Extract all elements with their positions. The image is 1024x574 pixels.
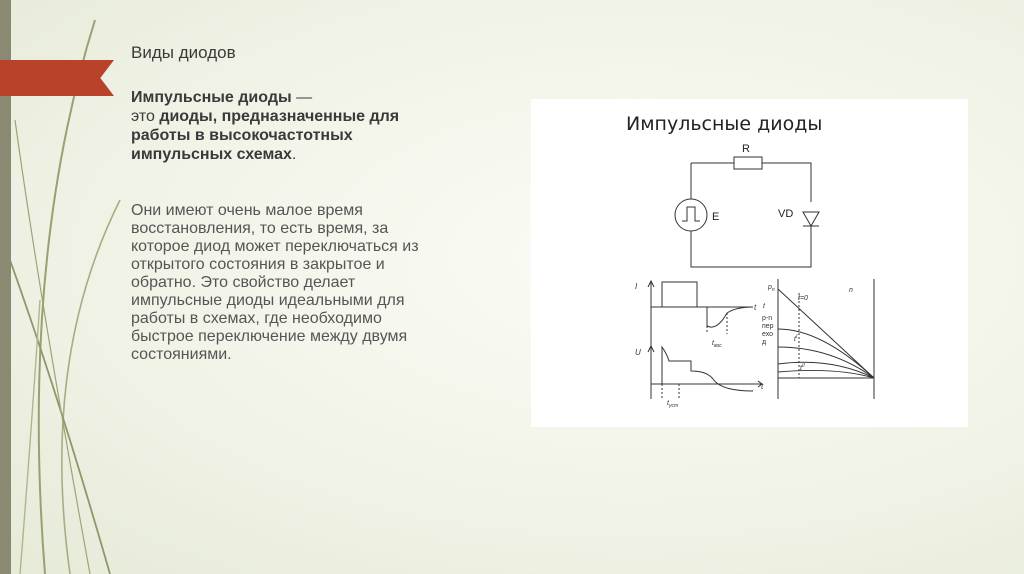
t1-superscript: I bbox=[795, 334, 798, 340]
diode-figure-svg bbox=[531, 99, 968, 427]
time-axis-label-1: t bbox=[754, 303, 757, 312]
intro-bold-rest: , предназначенные для работы в высокочастотных импульсных схемах bbox=[131, 108, 400, 163]
settle-time-subscript: уст bbox=[668, 403, 679, 409]
pn-junction-label-1: p-n bbox=[762, 315, 773, 322]
source-label: E bbox=[712, 211, 720, 223]
recovery-time-subscript: вос bbox=[713, 343, 722, 349]
settle-time-symbol: t bbox=[667, 400, 669, 407]
n-region-label: n bbox=[849, 287, 853, 294]
slide-title: Виды диодов bbox=[131, 43, 236, 62]
t2-symbol: t bbox=[800, 365, 802, 372]
intro-paragraph bbox=[131, 88, 431, 164]
diode-figure bbox=[531, 99, 968, 427]
charge-distribution-plot bbox=[778, 279, 874, 399]
t1-symbol: t bbox=[794, 336, 796, 343]
current-axis-label: I bbox=[635, 282, 638, 291]
t0-label: t=0 bbox=[798, 295, 808, 302]
resistor-label: R bbox=[742, 143, 750, 155]
current-waveform bbox=[648, 281, 753, 349]
description-paragraph: Они имеют очень малое время восстановления, то есть время, за которое диод может переключаться из открытого состояния в закрытое и обратно. Это свойство делает импульсные диоды идеальными для работы в схемах, где необходимо быстрое переключение между двумя состояниями. bbox=[131, 202, 419, 363]
time-axis-label-2: t bbox=[761, 382, 764, 391]
t2-superscript: II bbox=[801, 363, 805, 369]
intro-term: Импульсные диоды bbox=[131, 89, 292, 106]
circuit-diagram bbox=[675, 157, 819, 267]
intro-end: . bbox=[291, 146, 297, 163]
voltage-axis-label: U bbox=[635, 348, 641, 357]
intro-lead: это bbox=[131, 108, 160, 125]
pn-junction-label-4: д bbox=[762, 339, 767, 346]
voltage-waveform bbox=[648, 346, 762, 399]
title-ribbon bbox=[0, 60, 114, 96]
pn-axis-label bbox=[767, 284, 775, 293]
recovery-time-label bbox=[712, 340, 722, 349]
t-label: t bbox=[763, 303, 765, 310]
intro-bold-word: диоды bbox=[159, 108, 213, 125]
settle-time-label bbox=[667, 400, 678, 409]
pn-axis-subscript: n bbox=[771, 287, 775, 293]
t1-label bbox=[794, 334, 798, 343]
diode-label: VD bbox=[778, 208, 794, 220]
figure-title: Импульсные диоды bbox=[626, 113, 823, 135]
recovery-time-symbol: t bbox=[712, 340, 714, 347]
pn-axis-symbol: p bbox=[768, 284, 772, 291]
pn-junction-label-2: пер bbox=[762, 323, 774, 330]
pn-junction-label-3: ехо bbox=[762, 331, 774, 338]
intro-dash: — bbox=[291, 89, 313, 106]
